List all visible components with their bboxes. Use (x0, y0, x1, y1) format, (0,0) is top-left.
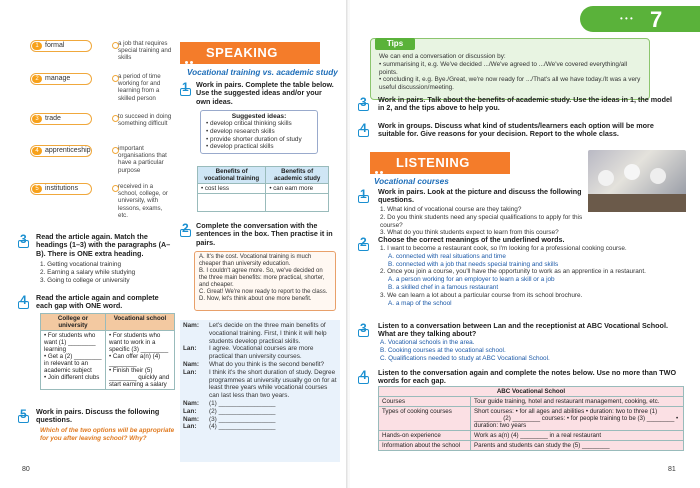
vocab-word: 4 apprenticeship (30, 145, 92, 157)
notes-table (378, 386, 684, 451)
table-cell: • For students who want (1) ________ learning • Get a (2) ________ in relevant to an academic subject • Join different clubs (41, 331, 106, 390)
dots-icon: • • • (620, 14, 633, 23)
answer-options: A. Vocational schools in the area. B. Cooking courses at the vocational school. C. Qualifications needed to study at ABC Vocational School. (380, 339, 550, 362)
exercise-instruction: Complete the conversation with the sentences in the box. Then practise it in pairs. (196, 221, 333, 247)
exercise-number: 4 (360, 121, 374, 135)
exercise-instruction: Read the article again and complete each gap with ONE word. (36, 293, 159, 311)
page-number: 81 (668, 466, 676, 473)
vocab-row (30, 40, 175, 68)
sentence-box (194, 251, 336, 311)
exercise-instruction: Read the article again. Match the headings (1–3) with the paragraphs (A–B). There is ONE extra heading. (36, 232, 171, 258)
exercise-number: 3 (360, 321, 374, 335)
vocab-row (30, 145, 175, 173)
vocab-word: 1 formal (30, 40, 92, 52)
vocab-meaning: important organisations that have a particular purpose (112, 145, 172, 174)
listening-header: LISTENING (370, 152, 510, 174)
left-page (0, 0, 348, 488)
tips-tag: Tips (375, 38, 415, 50)
exercise-instruction: Work in groups. Discuss what kind of students/learners each option will be more suitable for. Give reasons for your decision. Report to the whole class. (378, 121, 654, 139)
exercise-number: 4 (360, 368, 374, 382)
table-header: College or university (41, 314, 106, 331)
section-subtitle: Vocational training vs. academic study (187, 68, 338, 77)
table-cell: • can earn more (266, 184, 329, 194)
table-cell: Work as a(n) (4) ________ in a real restaurant (471, 431, 684, 441)
gap-fill-table (40, 313, 175, 390)
table-cell: Tour guide training, hotel and restaurant management, cooking, etc. (471, 397, 684, 407)
dots-icon (375, 159, 389, 167)
page-number: 80 (22, 466, 30, 473)
table-header: Vocational school (105, 314, 174, 331)
table-cell: Types of cooking courses (379, 407, 471, 431)
sentence-options: A. It's the cost. Vocational training is much cheaper than university education. B. I couldn't agree more. So, we've decided on the three main benefits: more practical, shorter, and cheaper. C. Great! We're now ready to report to the class. D. Now, let's think about one more benefit. (199, 254, 328, 302)
table-cell: Short courses: • for all ages and abilities • duration: two to three (1) ________ (2) ________ courses: • for people training to be (3) ________ • duration: two years (471, 407, 684, 431)
exercise-number: 4 (20, 293, 34, 307)
unit-number: 7 (650, 7, 663, 32)
table-cell[interactable] (198, 194, 266, 212)
table-cell: Information about the school (379, 441, 471, 451)
unit-tab (580, 6, 700, 32)
vocab-meaning: received in a school, college, or university, with lessons, exams, etc. (112, 183, 172, 219)
heading-list: 1. Getting vocational training 2. Earning a salary while studying 3. Going to college or university (40, 261, 136, 284)
table-cell: Courses (379, 397, 471, 407)
exercise-number: 1 (182, 80, 196, 94)
exercise-number: 5 (20, 407, 34, 421)
exercise-instruction: Work in pairs. Complete the table below. Use the suggested ideas and/or your own ideas. (196, 80, 334, 106)
exercise-number: 2 (182, 221, 196, 235)
table-cell: • cost less (198, 184, 266, 194)
vocab-row (30, 73, 175, 101)
meaning-options: 1. I want to become a restaurant cook, so I'm looking for a professional cooking course. A. connected with real situations and time B. connected with a job that needs special training and skills 2. Once you join a course, you'll have the opportunity to work as an apprentice in a restaurant. A. a person working for an employer to learn a skill or a job B. a skilled chef in a famous restaurant 3. We can learn a lot about a particular course from its school brochure. A. a map of the school (380, 245, 646, 307)
exercise-number: 3 (360, 95, 374, 109)
vocab-word: 2 manage (30, 73, 92, 85)
exercise-number: 2 (360, 235, 374, 249)
vocab-meaning: to succeed in doing something difficult (112, 113, 172, 127)
vocab-meaning: a job that requires special training and skills (112, 40, 172, 62)
vocab-row (30, 113, 175, 141)
vocab-word: 3 trade (30, 113, 92, 125)
discussion-question: Which of the two options will be appropriate for you after leaving school? Why? (40, 427, 175, 442)
table-header: Benefits of academic study (266, 167, 329, 184)
table-cell: • For students who want to work in a specific (3) ________ • Can offer a(n) (4) ________ • Finish their (5) ________ quickly and start earning a salary (105, 331, 174, 390)
table-cell: Hands-on experience (379, 431, 471, 441)
exercise-instruction: Work in pairs. Discuss the following questions. (36, 407, 160, 425)
dialogue: Nam: Let's decide on the three main benefits of vocational training. First, I think it will help students develop practical skills. Lan: I agree. Vocational courses are more practical than university courses. Nam: What do you think is the second benefit? Lan: I think it's the short duration of study. Degree programmes at university usually go on for at least three years while vocational courses can last less than two years. Nam: (1) ________________ Lan: (2) ________________ Nam: (3) ________________ Lan: (4) ________________ (180, 320, 340, 462)
section-subtitle: Vocational courses (374, 177, 449, 186)
dots-icon (185, 49, 199, 57)
exercise-instruction: Work in pairs. Look at the picture and discuss the following questions. (378, 187, 582, 205)
table-header: Benefits of vocational training (198, 167, 266, 184)
vocab-meaning: a period of time working for and learning from a skilled person (112, 73, 172, 102)
benefits-table (197, 166, 329, 212)
ideas-list: • develop critical thinking skills • develop research skills • provide shorter duration of study • develop practical skills (206, 120, 302, 151)
exercise-instruction: Choose the correct meanings of the underlined words. (378, 235, 565, 244)
exercise-number: 1 (360, 187, 374, 201)
vocab-row (30, 183, 175, 219)
ideas-title: Suggested ideas: (231, 113, 287, 120)
speaking-header: SPEAKING (180, 42, 320, 64)
exercise-instruction: Listen to the conversation again and complete the notes below. Use no more than TWO words for each gap. (378, 368, 677, 386)
table-cell: Parents and students can study the (5) ________ (471, 441, 684, 451)
tips-text: We can end a conversation or discussion by: • summarising it, e.g. We've decided .../We've agreed to .../We've covered everything/all points. • concluding it, e.g. Bye./Great, we're now ready for .../That's all we have today./It was a very useful discussion/meeting. (379, 53, 641, 92)
exercise-instruction: Work in pairs. Talk about the benefits of academic study. Use the ideas in 1, the model in 2, and the tips above to help you. (378, 95, 672, 113)
cooking-class-photo (588, 150, 686, 212)
exercise-instruction: Listen to a conversation between Lan and the receptionist at ABC Vocational School. What are they talking about? (378, 321, 668, 339)
table-header: ABC Vocational School (379, 387, 684, 397)
exercise-number: 3 (20, 232, 34, 246)
table-cell[interactable] (266, 194, 329, 212)
vocab-word: 5 institutions (30, 183, 92, 195)
question-list: 1. What kind of vocational course are they taking? 2. Do you think students need any special qualifications to apply for this course? 3. What do you think students expect to learn from this course? (380, 206, 583, 237)
suggested-ideas-box (200, 110, 318, 154)
